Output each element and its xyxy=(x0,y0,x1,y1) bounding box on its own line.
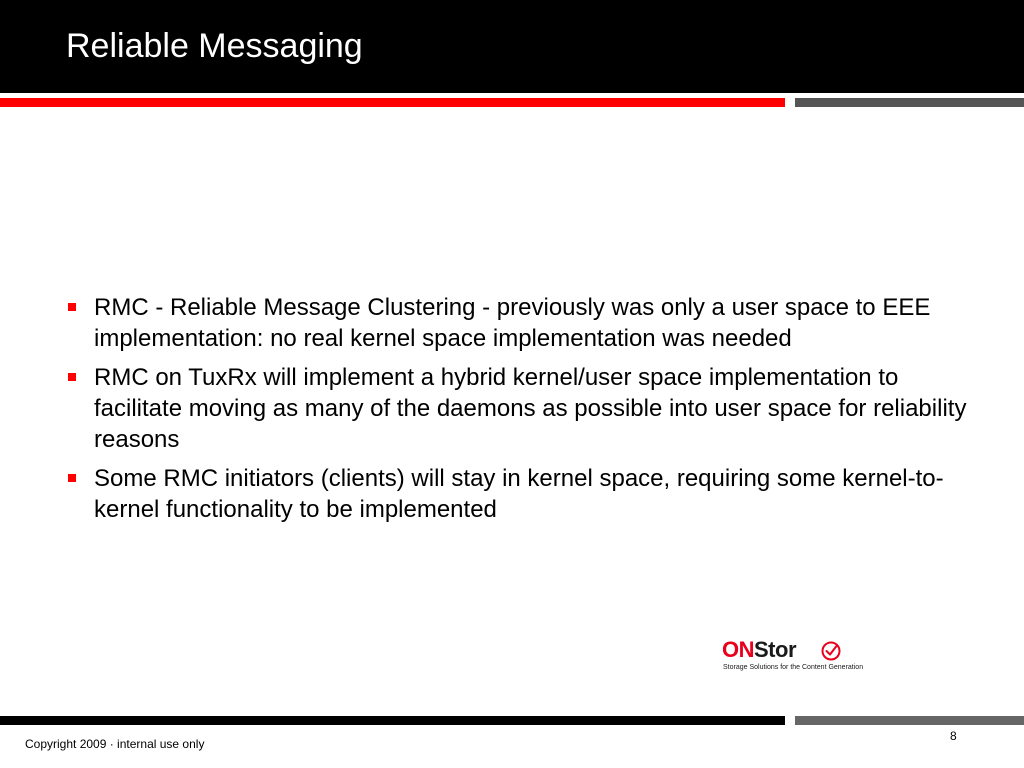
square-bullet-icon xyxy=(68,474,76,482)
header-gray-rule xyxy=(795,98,1024,107)
logo-wordmark xyxy=(722,638,796,662)
logo-stor-text: Stor xyxy=(754,637,796,662)
header-red-rule xyxy=(0,98,785,107)
slide-title: Reliable Messaging xyxy=(66,27,363,65)
bullet-text: RMC - Reliable Message Clustering - previously was only a user space to EEE implementation: no real kernel space implementation was needed xyxy=(94,294,931,352)
bullet-list xyxy=(66,292,986,533)
bullet-item xyxy=(66,292,986,354)
clock-check-icon xyxy=(820,639,842,661)
page-number: 8 xyxy=(950,729,957,743)
square-bullet-icon xyxy=(68,373,76,381)
bullet-item xyxy=(66,362,986,455)
bullet-item xyxy=(66,463,986,525)
footer-copyright: Copyright 2009 · internal use only xyxy=(25,737,205,751)
onstor-logo xyxy=(722,638,872,674)
footer-black-rule xyxy=(0,716,785,725)
logo-on-text: ON xyxy=(722,637,754,662)
bullet-text: RMC on TuxRx will implement a hybrid kernel/user space implementation to facilitate moving as many of the daemons as possible into user space for reliability reasons xyxy=(94,364,967,453)
logo-tagline: Storage Solutions for the Content Generation xyxy=(723,664,864,671)
square-bullet-icon xyxy=(68,303,76,311)
footer-gray-rule xyxy=(795,716,1024,725)
bullet-text: Some RMC initiators (clients) will stay in kernel space, requiring some kernel-to-kernel functionality to be implemented xyxy=(94,465,944,523)
